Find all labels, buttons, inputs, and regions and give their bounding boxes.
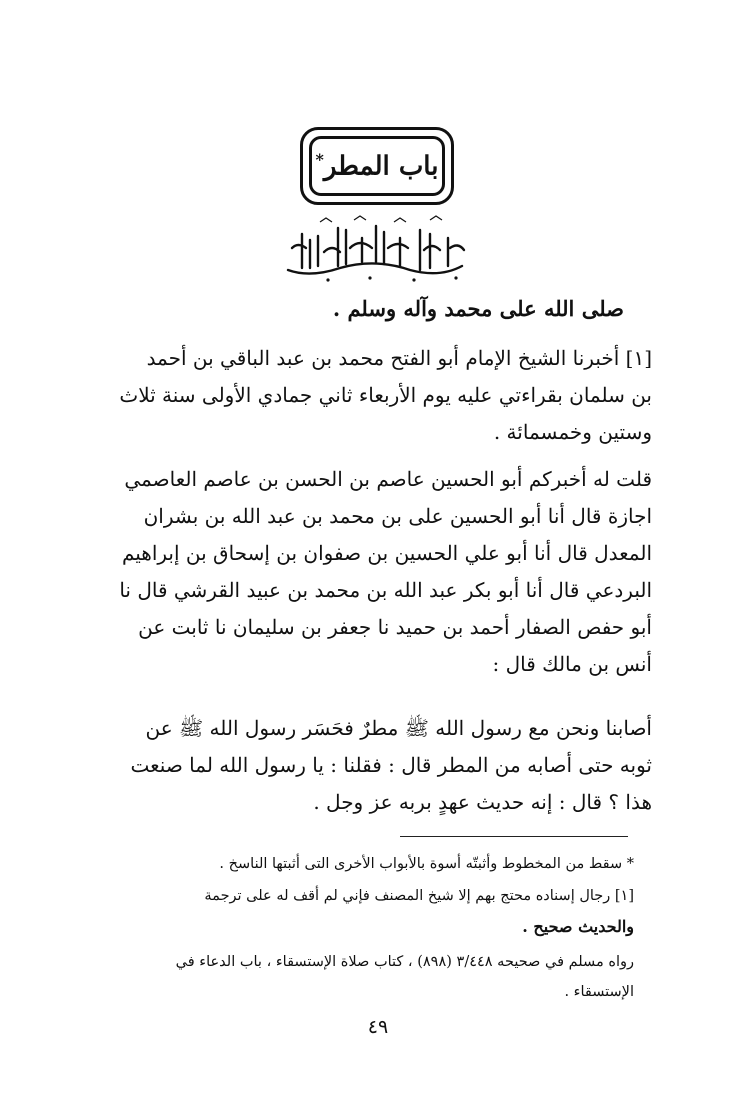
chapter-title-frame (300, 127, 454, 205)
paragraph-line: بن سلمان بقراءتي عليه يوم الأربعاء ثاني جمادي الأولى سنة ثلاث (119, 383, 652, 407)
paragraph-line: اجازة قال أنا أبو الحسين على بن محمد بن عبد الله بن بشران (143, 504, 652, 528)
footnote-star: * سقط من المخطوط وأثبتّه أسوة بالأبواب الأخرى التى أثبتها الناسخ . (219, 856, 634, 872)
paragraph-line: المعدل قال أنا أبو علي الحسين بن صفوان بن إسحاق بن إبراهيم (121, 541, 652, 565)
opening-line: صلى الله على محمد وآله وسلم . (332, 296, 624, 321)
page-number: ٤٩ (367, 1016, 389, 1038)
paragraph-line: البردعي قال أنا أبو بكر عبد الله بن محمد بن عبيد القرشي قال نا (119, 578, 652, 602)
paragraph-line: هذا ؟ قال : إنه حديث عهدٍ بربه عز وجل . (313, 790, 652, 814)
paragraph-line: ثوبه حتى أصابه من المطر قال : فقلنا : يا رسول الله لما صنعت (130, 753, 652, 777)
paragraph-line: أنس بن مالك قال : (492, 652, 652, 676)
footnote-separator (400, 836, 628, 837)
chapter-title: باب المطر* (315, 150, 439, 182)
paragraph-line: قلت له أخبركم أبو الحسين عاصم بن الحسن بن عاصم العاصمي (124, 467, 652, 491)
paragraph-1 (96, 340, 652, 451)
basmala-calligraphy (280, 208, 470, 288)
paragraph-line: أصابنا ونحن مع رسول الله ﷺ مطرٌ فحَسَر رسول الله ﷺ عن (145, 716, 652, 740)
paragraph-line: أبو حفص الصفار أحمد بن حميد نا جعفر بن سليمان نا ثابت عن (138, 615, 652, 639)
paragraph-3 (96, 710, 652, 821)
footnote-1-source: رواه مسلم في صحيحه ٣/٤٤٨ (٨٩٨) ، كتاب صلاة الإستسقاء ، باب الدعاء في (175, 954, 634, 970)
title-footnote-marker: * (315, 150, 324, 170)
footnote-1: [١] رجال إسناده محتج بهم إلا شيخ المصنف فإني لم أقف له على ترجمة (204, 888, 634, 904)
footnote-1-source-cont: الإستسقاء . (564, 984, 634, 1000)
paragraph-2 (96, 461, 652, 683)
paragraph-line: وستين وخمسمائة . (493, 420, 652, 444)
footnote-1-verdict: والحديث صحيح . (522, 917, 634, 936)
paragraph-line: [١] أخبرنا الشيخ الإمام أبو الفتح محمد بن عبد الباقي بن أحمد (146, 346, 652, 370)
